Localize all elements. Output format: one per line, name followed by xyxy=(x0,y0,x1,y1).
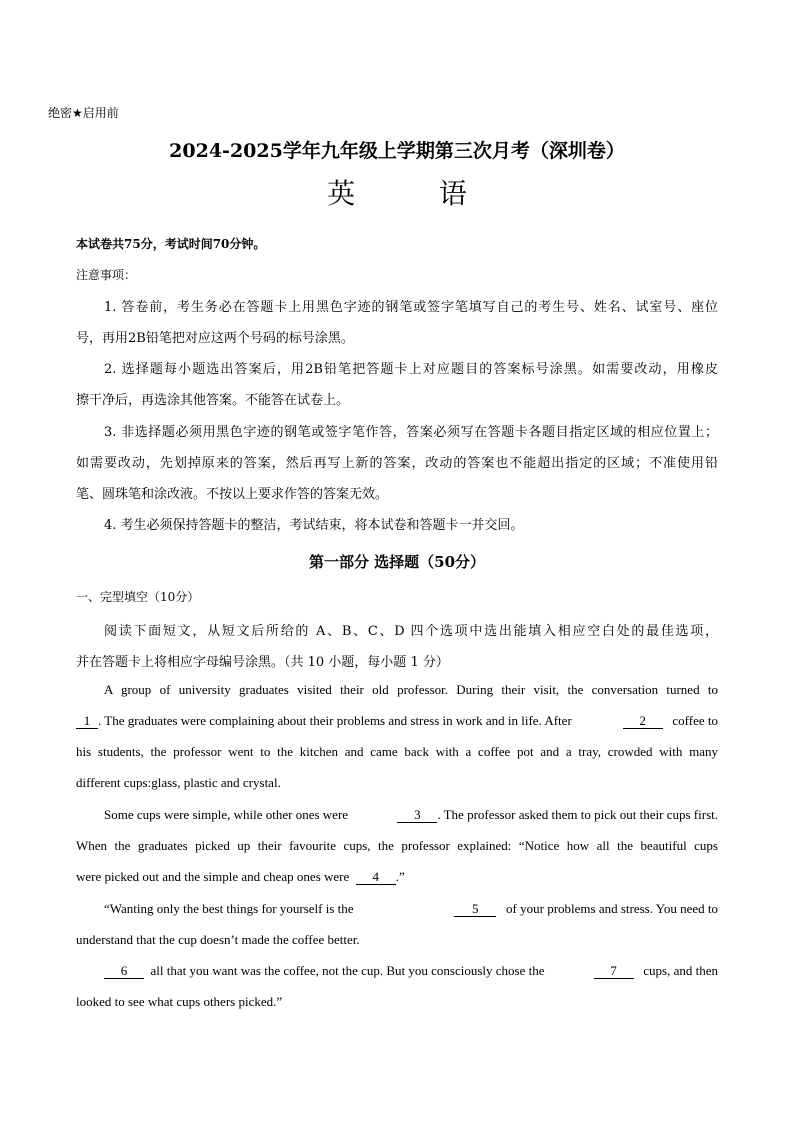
passage-p1-line-3: his students, the professor went to the kitchen and came back with a coffee pot and a tray, crowded with many xyxy=(76,744,718,759)
passage-p4-line-1 xyxy=(104,963,718,979)
p4-line-1-left xyxy=(104,963,545,979)
passage-p1-line-4: different cups:glass, plastic and crystal. xyxy=(76,775,281,790)
note-1-line-1: 1. 答卷前，考生务必在答题卡上用黑色字迹的钢笔或签字笔填写自己的考生号、姓名、试室号、座位 xyxy=(104,300,718,315)
passage-p1-line-1: A group of university graduates visited their old professor. During their visit, the conversation turned to xyxy=(104,682,718,697)
p1-line-2-text: . The graduates were complaining about their problems and stress in work and in life. After xyxy=(98,713,572,728)
notes-label: 注意事项： xyxy=(76,268,137,282)
cloze-section-heading: 一、完型填空（10分） xyxy=(76,590,200,604)
blank-5: 5 xyxy=(454,902,496,917)
p2-line-1-rest xyxy=(397,807,718,823)
note-3-line-1: 3. 非选择题必须用黑色字迹的钢笔或签字笔作答，答案必须写在答题卡各题目指定区域的相应位置上； xyxy=(104,425,718,440)
passage-p2-line-1 xyxy=(104,807,718,823)
passage-p3-line-2: understand that the cup doesn’t made the coffee better. xyxy=(76,932,360,947)
note-3-line-3: 笔、圆珠笔和涂改液。不按以上要求作答的答案无效。 xyxy=(76,487,389,502)
passage-p3-line-1 xyxy=(104,901,718,917)
note-2-line-1: 2. 选择题每小题选出答案后，用2B铅笔把答题卡上对应题目的答案标号涂黑。如需要改动，用橡皮 xyxy=(104,362,718,377)
passage-p2-line-3 xyxy=(76,869,405,885)
p1-line-2-left xyxy=(76,713,572,729)
subject-title xyxy=(0,172,794,212)
p3-line-1-after: of your problems and stress. You need to xyxy=(506,901,718,916)
note-2-line-2: 擦干净后，再选涂其他答案。不能答在试卷上。 xyxy=(76,393,350,408)
p4-line-1-right xyxy=(594,963,718,979)
blank-6: 6 xyxy=(104,964,144,979)
instruction-line-2: 并在答题卡上将相应字母编号涂黑。（共 10 小题，每小题 1 分） xyxy=(76,655,449,670)
p2-line-3-after: .” xyxy=(395,869,405,884)
part-1-heading: 第一部分 选择题（50分） xyxy=(308,553,486,571)
score-time-info: 本试卷共75分，考试时间70分钟。 xyxy=(76,237,266,251)
p2-line-1-before: Some cups were simple, while other ones were xyxy=(104,807,349,822)
p3-line-1-before: “Wanting only the best things for yourself is the xyxy=(104,901,354,916)
note-3-line-2: 如需要改动，先划掉原来的答案，然后再写上新的答案，改动的答案也不能超出指定的区域；不准使用铅 xyxy=(76,456,718,471)
instruction-line-1: 阅读下面短文，从短文后所给的 A、B、C、D 四个选项中选出能填入相应空白处的最佳选项， xyxy=(104,624,718,639)
passage-p4-line-2: looked to see what cups others picked.” xyxy=(76,994,283,1009)
exam-title: 2024-2025学年九年级上学期第三次月考（深圳卷） xyxy=(169,140,625,162)
passage-p2-line-2: When the graduates picked up their favourite cups, the professor explained: “Notice how all the beautiful cups xyxy=(76,838,718,853)
note-4-line-1: 4. 考生必须保持答题卡的整洁，考试结束，将本试卷和答题卡一并交回。 xyxy=(104,518,524,533)
subject-text: 英 语 xyxy=(327,177,489,210)
blank-7: 7 xyxy=(594,964,634,979)
blank-1: 1 xyxy=(76,714,98,729)
note-1-line-2: 号，再用2B铅笔把对应这两个号码的标号涂黑。 xyxy=(76,331,354,346)
confidential-label: 绝密★启用前 xyxy=(48,106,119,120)
p3-line-1-rest xyxy=(454,901,718,917)
blank-3: 3 xyxy=(397,808,437,823)
p4-line-1-after: cups, and then xyxy=(643,963,718,978)
p4-line-1-mid: all that you want was the coffee, not the cup. But you consciously chose the xyxy=(150,963,545,978)
p1-line-2-end: coffee to xyxy=(672,713,718,728)
blank-4: 4 xyxy=(356,870,396,885)
p1-line-2-right xyxy=(623,713,718,729)
passage-p1-line-2 xyxy=(76,713,718,729)
blank-2: 2 xyxy=(623,714,663,729)
p2-line-3-before: were picked out and the simple and cheap ones were xyxy=(76,869,350,884)
p2-line-1-after: . The professor asked them to pick out their cups first. xyxy=(437,807,718,822)
